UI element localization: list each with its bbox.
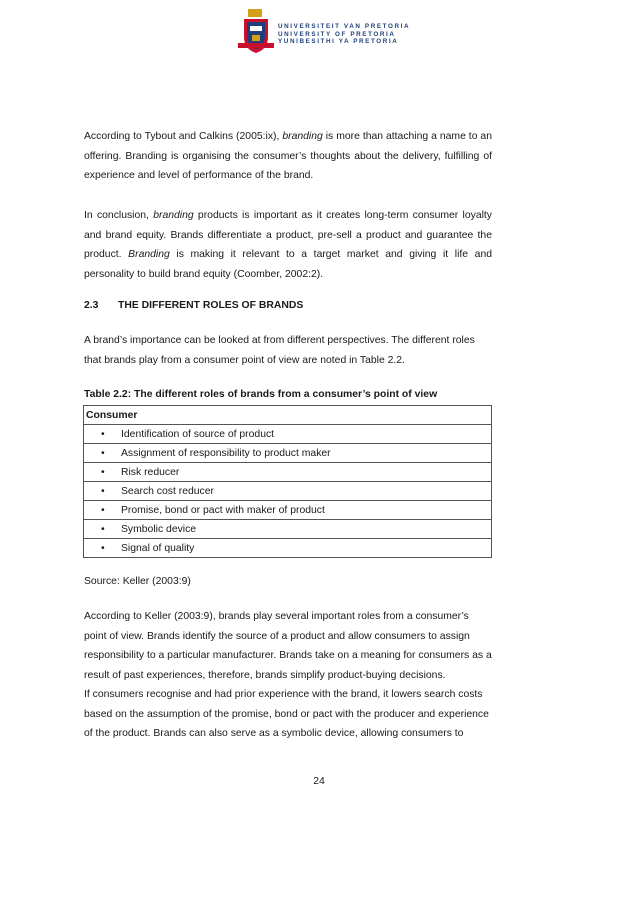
- table-row: [84, 539, 492, 558]
- p2-text-c: is making it relevant to a target market and giving it life and personality to build brand equity (Coomber, 2002:2).: [84, 249, 492, 280]
- p2-emphasis-2: Branding: [128, 249, 170, 260]
- university-name-english: UNIVERSITY OF PRETORIA: [278, 30, 396, 38]
- table-item: Symbolic device: [121, 523, 197, 535]
- paragraph-conclusion: [84, 206, 492, 284]
- table-row: [84, 463, 492, 482]
- table-source: Source: Keller (2003:9): [84, 576, 191, 587]
- university-logo: [236, 7, 411, 55]
- table-caption: Table 2.2: The different roles of brands from a consumer’s point of view: [84, 389, 438, 400]
- page-number: 24: [313, 776, 325, 787]
- table-row: [84, 425, 492, 444]
- table-row: [84, 520, 492, 539]
- paragraph-tybout-calkins: [84, 127, 492, 186]
- p1-text-b: is more than attaching a name to an offering. Branding is organising the consumer’s thoughts about the delivery, fulfilling of experience and level of performance of the brand.: [84, 131, 492, 181]
- roles-table: [83, 405, 492, 558]
- table-item: Signal of quality: [121, 542, 195, 554]
- bullet-icon: •: [101, 447, 105, 459]
- table-row: [84, 501, 492, 520]
- paragraph-keller-roles: According to Keller (2003:9), brands play several important roles from a consumer’s point of view. Brands identify the source of a product and allow consumers to assign responsibility to a particular manufacturer. Brands take on a meaning for consumers as a result of past experiences, therefore, brands simplify product-buying decisions.: [84, 611, 492, 681]
- table-header-row: [84, 406, 492, 425]
- section-number: 2.3: [84, 300, 99, 311]
- paragraph-search-costs: If consumers recognise and had prior experience with the brand, it lowers search costs based on the assumption of the promise, bond or pact with the producer and experience of the product. Brands can also serve as a symbolic device, allowing consumers to: [84, 689, 489, 739]
- bullet-icon: •: [101, 466, 105, 478]
- p1-emphasis: branding: [282, 131, 323, 142]
- table-item: Search cost reducer: [121, 485, 214, 497]
- table-item: Promise, bond or pact with maker of product: [121, 504, 325, 516]
- university-crest-icon: [236, 7, 276, 55]
- bullet-icon: •: [101, 428, 105, 440]
- university-name-sepedi: YUNIBESITHI YA PRETORIA: [278, 38, 399, 46]
- university-name-afrikaans: UNIVERSITEIT VAN PRETORIA: [278, 23, 411, 30]
- section-heading: [84, 296, 492, 316]
- bullet-icon: •: [101, 542, 105, 554]
- table-item: Assignment of responsibility to product maker: [121, 447, 331, 459]
- p1-text-a: According to Tybout and Calkins (2005:ix),: [84, 131, 283, 142]
- table-row: [84, 444, 492, 463]
- table-header-consumer: Consumer: [84, 406, 492, 425]
- p2-text-a: In conclusion,: [84, 210, 154, 221]
- p2-emphasis-1: branding: [153, 210, 194, 221]
- university-name: [278, 23, 410, 46]
- p2-text-b: products is important as it creates long-term consumer loyalty and brand equity. Brands differentiate a product, pre-sell a product and guarantee the product.: [84, 210, 492, 260]
- table-item: Identification of source of product: [121, 428, 275, 440]
- bullet-icon: •: [101, 523, 105, 535]
- table-row: [84, 482, 492, 501]
- bullet-icon: •: [101, 504, 105, 516]
- bullet-icon: •: [101, 485, 105, 497]
- paragraph-brand-importance: A brand’s importance can be looked at from different perspectives. The different roles that brands play from a consumer point of view are noted in Table 2.2.: [84, 335, 475, 366]
- section-title: THE DIFFERENT ROLES OF BRANDS: [118, 300, 304, 311]
- table-item: Risk reducer: [121, 466, 180, 478]
